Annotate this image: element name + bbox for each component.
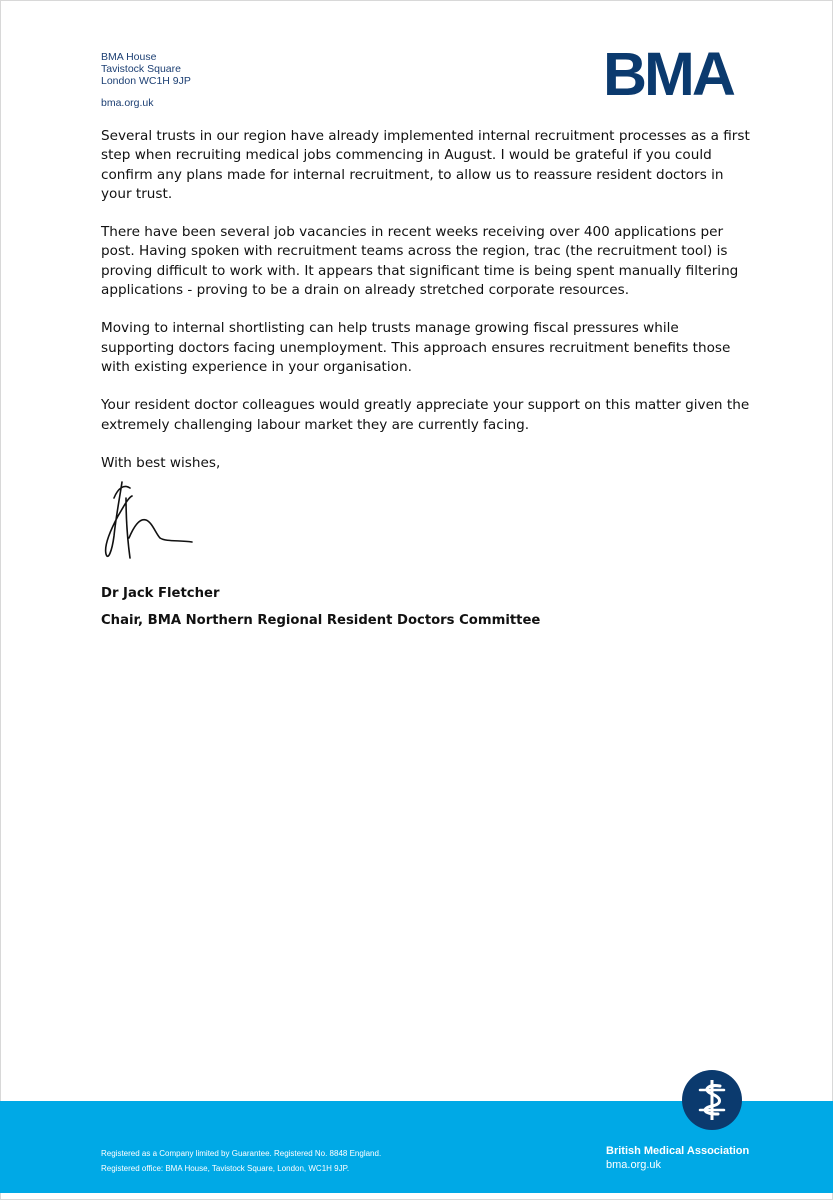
- registration-info: [101, 1146, 381, 1176]
- address-line: Tavistock Square: [101, 63, 181, 75]
- paragraph: Several trusts in our region have already implemented internal recruitment processes as a first step when recruiting medical jobs commencing in August. I would be grateful if you could confirm any plans made for internal recruitment, to allow us to reassure resident doctors in your trust.: [101, 128, 750, 202]
- registration-line: Registered as a Company limited by Guarantee. Registered No. 8848 England.: [101, 1149, 382, 1158]
- paragraph: Your resident doctor colleagues would greatly appreciate your support on this matter given the extremely challenging labour market they are currently facing.: [101, 397, 750, 433]
- sender-address: [101, 51, 191, 109]
- address-line: BMA House: [101, 51, 157, 63]
- bma-logo: BMA: [603, 40, 733, 108]
- paragraph: Moving to internal shortlisting can help trusts manage growing fiscal pressures while supporting doctors facing unemployment. This approach ensures recruitment benefits those with existing experience in your organisation.: [101, 320, 731, 375]
- address-line: London WC1H 9JP: [101, 75, 191, 87]
- office-line: Registered office: BMA House, Tavistock Square, London, WC1H 9JP.: [101, 1164, 350, 1173]
- signer-name: Dr Jack Fletcher: [101, 586, 220, 601]
- closing: With best wishes,: [101, 454, 221, 471]
- signer-title: Chair, BMA Northern Regional Resident Doctors Committee: [101, 613, 541, 628]
- footer-website: bma.org.uk: [606, 1159, 662, 1171]
- paragraph: There have been several job vacancies in recent weeks receiving over 400 applications per post. Having spoken with recruitment teams across the region, trac (the recruitment tool) is proving difficult to work with. It appears that significant time is being spent manually filtering applications - proving to be a drain on already stretched corporate resources.: [101, 224, 739, 299]
- letter-body: [101, 127, 751, 492]
- association-info: [606, 1144, 749, 1172]
- association-name: British Medical Association: [606, 1145, 750, 1157]
- signature-image: [100, 476, 200, 566]
- bma-emblem-icon: [682, 1070, 742, 1130]
- header-website: bma.org.uk: [101, 97, 154, 109]
